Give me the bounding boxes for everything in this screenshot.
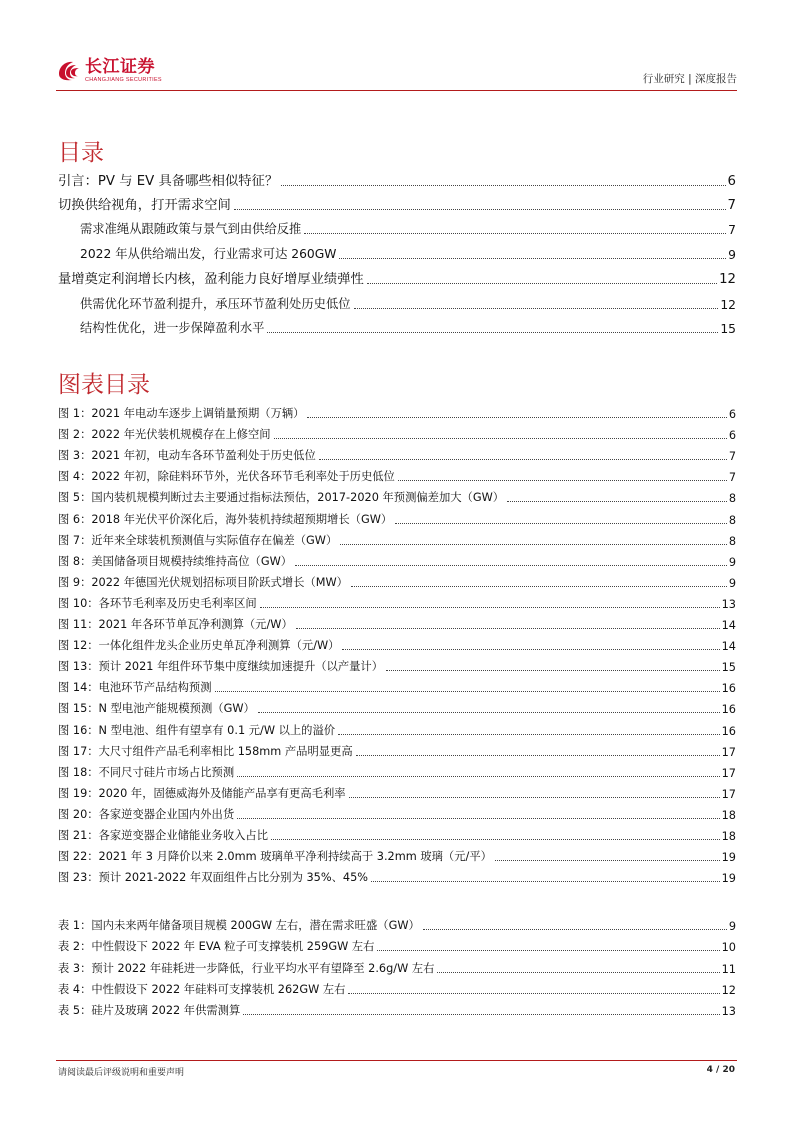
figure-entry-page: 15 xyxy=(721,661,736,674)
figure-entry-page: 6 xyxy=(728,429,736,442)
toc-leader xyxy=(395,523,727,524)
figure-entry-text: 图 20：各家逆变器企业国内外出货 xyxy=(58,808,235,821)
toc-leader xyxy=(354,308,719,309)
toc-leader xyxy=(234,209,726,210)
header-divider xyxy=(56,90,737,91)
report-category: 行业研究 | 深度报告 xyxy=(642,73,737,85)
figure-entry[interactable] xyxy=(58,468,736,484)
logo-chinese-name: 长江证券 xyxy=(85,56,155,77)
page-indicator: 4 / 20 xyxy=(706,1065,735,1075)
figure-entry-page: 14 xyxy=(721,640,736,653)
toc-title: 目录 xyxy=(58,140,104,166)
figure-entry-page: 18 xyxy=(721,830,736,843)
toc-entry-text: 引言：PV 与 EV 具备哪些相似特征？ xyxy=(58,174,279,189)
figure-entry-text: 图 19：2020 年，固德威海外及储能产品享有更高毛利率 xyxy=(58,787,346,800)
figure-entry[interactable] xyxy=(58,869,736,885)
table-entry[interactable] xyxy=(58,960,736,976)
toc-entry[interactable] xyxy=(58,268,736,287)
figure-entry[interactable] xyxy=(58,447,736,463)
toc-leader xyxy=(237,776,720,777)
toc-entry-page: 7 xyxy=(728,223,736,237)
figure-entry-page: 16 xyxy=(721,725,736,738)
toc-entry-text: 2022 年从供给端出发，行业需求可达 260GW xyxy=(80,247,337,261)
figure-entry-page: 16 xyxy=(721,703,736,716)
toc-entry-page: 12 xyxy=(720,298,736,312)
figure-entry-page: 17 xyxy=(721,767,736,780)
toc-entry-text: 需求准绳从跟随政策与景气到由供给反推 xyxy=(80,222,302,236)
figure-entry-text: 图 5：国内装机规模判断过去主要通过指标法预估，2017-2020 年预测偏差加大（GW） xyxy=(58,491,505,504)
figure-entry-page: 11 xyxy=(721,963,736,976)
figure-entry-text: 图 6：2018 年光伏平价深化后，海外装机持续超预期增长（GW） xyxy=(58,513,393,526)
figure-entry-text: 表 4：中性假设下 2022 年硅料可支撑装机 262GW 左右 xyxy=(58,983,346,996)
figure-entry-text: 图 9：2022 年德国光伏规划招标项目阶跃式增长（MW） xyxy=(58,576,348,589)
table-entry[interactable] xyxy=(58,981,736,997)
figure-entry-page: 10 xyxy=(721,941,736,954)
toc-entry-page: 15 xyxy=(720,322,736,336)
toc-leader xyxy=(507,501,727,502)
figures-toc-title: 图表目录 xyxy=(58,372,150,398)
figure-entry[interactable] xyxy=(58,827,736,843)
figure-entry-page: 9 xyxy=(728,577,736,590)
figure-entry[interactable] xyxy=(58,722,736,738)
changjiang-logo-icon xyxy=(56,58,82,84)
toc-leader xyxy=(215,691,720,692)
toc-leader xyxy=(243,1014,719,1015)
figure-entry-page: 19 xyxy=(721,851,736,864)
table-entry[interactable] xyxy=(58,938,736,954)
toc-leader xyxy=(319,459,727,460)
figure-entry[interactable] xyxy=(58,658,736,674)
toc-leader xyxy=(237,818,720,819)
toc-leader xyxy=(423,929,727,930)
figure-entry[interactable] xyxy=(58,743,736,759)
toc-leader xyxy=(271,839,720,840)
toc-entry-page: 12 xyxy=(719,272,736,287)
toc-leader xyxy=(351,586,727,587)
figure-entry[interactable] xyxy=(58,595,736,611)
figure-entry-page: 17 xyxy=(721,746,736,759)
figure-entry[interactable] xyxy=(58,806,736,822)
figure-entry[interactable] xyxy=(58,405,736,421)
figure-entry[interactable] xyxy=(58,532,736,548)
figure-entry-text: 图 2：2022 年光伏装机规模存在上修空间 xyxy=(58,428,271,441)
toc-entry[interactable] xyxy=(58,194,736,213)
toc-entry-page: 6 xyxy=(727,174,736,189)
figure-entry-page: 7 xyxy=(728,471,736,484)
toc-leader xyxy=(348,993,719,994)
figure-entry-text: 图 7：近年来全球装机预测值与实际值存在偏差（GW） xyxy=(58,534,338,547)
figure-entry[interactable] xyxy=(58,848,736,864)
toc-leader xyxy=(356,755,720,756)
toc-entry-text: 结构性优化，进一步保障盈利水平 xyxy=(80,321,265,335)
figure-entry-text: 图 22：2021 年 3 月降价以来 2.0mm 玻璃单平净利持续高于 3.2mm 玻璃（元/平） xyxy=(58,850,492,863)
figure-entry[interactable] xyxy=(58,679,736,695)
toc-subentry[interactable] xyxy=(80,294,736,312)
toc-entry-page: 9 xyxy=(728,248,736,262)
figure-entry[interactable] xyxy=(58,637,736,653)
toc-leader xyxy=(377,950,719,951)
toc-entry-page: 7 xyxy=(727,198,736,213)
figure-entry[interactable] xyxy=(58,574,736,590)
figure-entry-page: 12 xyxy=(721,984,736,997)
toc-leader xyxy=(281,185,725,186)
toc-entry-text: 切换供给视角，打开需求空间 xyxy=(58,198,231,213)
figure-entry[interactable] xyxy=(58,553,736,569)
figure-entry-text: 图 10：各环节毛利率及历史毛利率区间 xyxy=(58,597,257,610)
toc-entry-text: 供需优化环节盈利提升，承压环节盈利处历史低位 xyxy=(80,297,351,311)
toc-leader xyxy=(338,734,720,735)
figure-entry-text: 图 16：N 型电池、组件有望享有 0.1 元/W 以上的溢价 xyxy=(58,724,336,737)
figure-entry[interactable] xyxy=(58,764,736,780)
toc-leader xyxy=(274,438,727,439)
toc-leader xyxy=(398,480,727,481)
figure-entry-text: 图 13：预计 2021 年组件环节集中度继续加速提升（以产量计） xyxy=(58,660,384,673)
figure-entry-page: 8 xyxy=(728,514,736,527)
toc-leader xyxy=(304,233,726,234)
figure-entry-page: 16 xyxy=(721,682,736,695)
figure-entry-text: 图 8：美国储备项目规模持续维持高位（GW） xyxy=(58,555,293,568)
figure-entry-text: 图 17：大尺寸组件产品毛利率相比 158mm 产品明显更高 xyxy=(58,745,353,758)
figure-entry[interactable] xyxy=(58,785,736,801)
toc-leader xyxy=(371,881,720,882)
toc-entry-text: 量增奠定利润增长内核，盈利能力良好增厚业绩弹性 xyxy=(58,272,364,287)
figure-entry[interactable] xyxy=(58,489,736,505)
figure-entry[interactable] xyxy=(58,700,736,716)
toc-leader xyxy=(340,544,727,545)
footer-disclaimer: 请阅读最后评级说明和重要声明 xyxy=(58,1068,185,1078)
toc-leader xyxy=(367,283,717,284)
figure-entry-page: 7 xyxy=(728,450,736,463)
figure-entry-text: 表 1：国内未来两年储备项目规模 200GW 左右，潜在需求旺盛（GW） xyxy=(58,919,420,932)
toc-leader xyxy=(307,417,726,418)
toc-subentry[interactable] xyxy=(80,219,736,237)
figure-entry-text: 图 12：一体化组件龙头企业历史单瓦净利测算（元/W） xyxy=(58,639,340,652)
figure-entry-text: 表 3：预计 2022 年硅耗进一步降低，行业平均水平有望降至 2.6g/W 左右 xyxy=(58,962,435,975)
figure-entry-text: 图 4：2022 年初，除硅料环节外，光伏各环节毛利率处于历史低位 xyxy=(58,470,395,483)
figure-entry-text: 表 2：中性假设下 2022 年 EVA 粒子可支撑装机 259GW 左右 xyxy=(58,940,375,953)
toc-leader xyxy=(339,258,726,259)
table-entry[interactable] xyxy=(58,917,736,933)
figure-entry-page: 19 xyxy=(721,872,736,885)
figure-entry-text: 表 5：硅片及玻璃 2022 年供需测算 xyxy=(58,1004,241,1017)
figure-entry-page: 6 xyxy=(728,408,736,421)
toc-subentry[interactable] xyxy=(80,244,736,262)
figure-entry-text: 图 1：2021 年电动车逐步上调销量预期（万辆） xyxy=(58,407,305,420)
figure-entry[interactable] xyxy=(58,616,736,632)
figure-entry[interactable] xyxy=(58,426,736,442)
figure-entry-text: 图 23：预计 2021-2022 年双面组件占比分别为 35%、45% xyxy=(58,871,368,884)
figure-entry-text: 图 14：电池环节产品结构预测 xyxy=(58,681,212,694)
figure-entry-page: 9 xyxy=(728,920,736,933)
toc-leader xyxy=(258,712,720,713)
toc-leader xyxy=(295,565,727,566)
figure-entry-text: 图 21：各家逆变器企业储能业务收入占比 xyxy=(58,829,269,842)
toc-leader xyxy=(495,860,720,861)
figure-entry-text: 图 3：2021 年初，电动车各环节盈利处于历史低位 xyxy=(58,449,316,462)
figure-entry[interactable] xyxy=(58,511,736,527)
toc-leader xyxy=(437,972,719,973)
toc-subentry[interactable] xyxy=(80,318,736,336)
figure-entry-page: 8 xyxy=(728,535,736,548)
figure-entry-text: 图 18：不同尺寸硅片市场占比预测 xyxy=(58,766,235,779)
company-logo xyxy=(56,56,162,86)
figure-entry-page: 8 xyxy=(728,492,736,505)
footer-divider xyxy=(56,1060,737,1061)
table-entry[interactable] xyxy=(58,1002,736,1018)
figure-entry-page: 14 xyxy=(721,619,736,632)
figure-entry-text: 图 15：N 型电池产能规模预测（GW） xyxy=(58,702,255,715)
toc-leader xyxy=(260,607,720,608)
figure-entry-page: 13 xyxy=(721,598,736,611)
toc-leader xyxy=(386,670,720,671)
toc-leader xyxy=(342,649,719,650)
toc-leader xyxy=(296,628,720,629)
toc-leader xyxy=(349,797,720,798)
figure-entry-page: 9 xyxy=(728,556,736,569)
toc-leader xyxy=(267,332,718,333)
figure-entry-text: 图 11：2021 年各环节单瓦净利测算（元/W） xyxy=(58,618,293,631)
figure-entry-page: 13 xyxy=(721,1005,736,1018)
figure-entry-page: 18 xyxy=(721,809,736,822)
toc-entry[interactable] xyxy=(58,170,736,189)
logo-english-name: CHANGJIANG SECURITIES xyxy=(85,76,162,83)
figure-entry-page: 17 xyxy=(721,788,736,801)
